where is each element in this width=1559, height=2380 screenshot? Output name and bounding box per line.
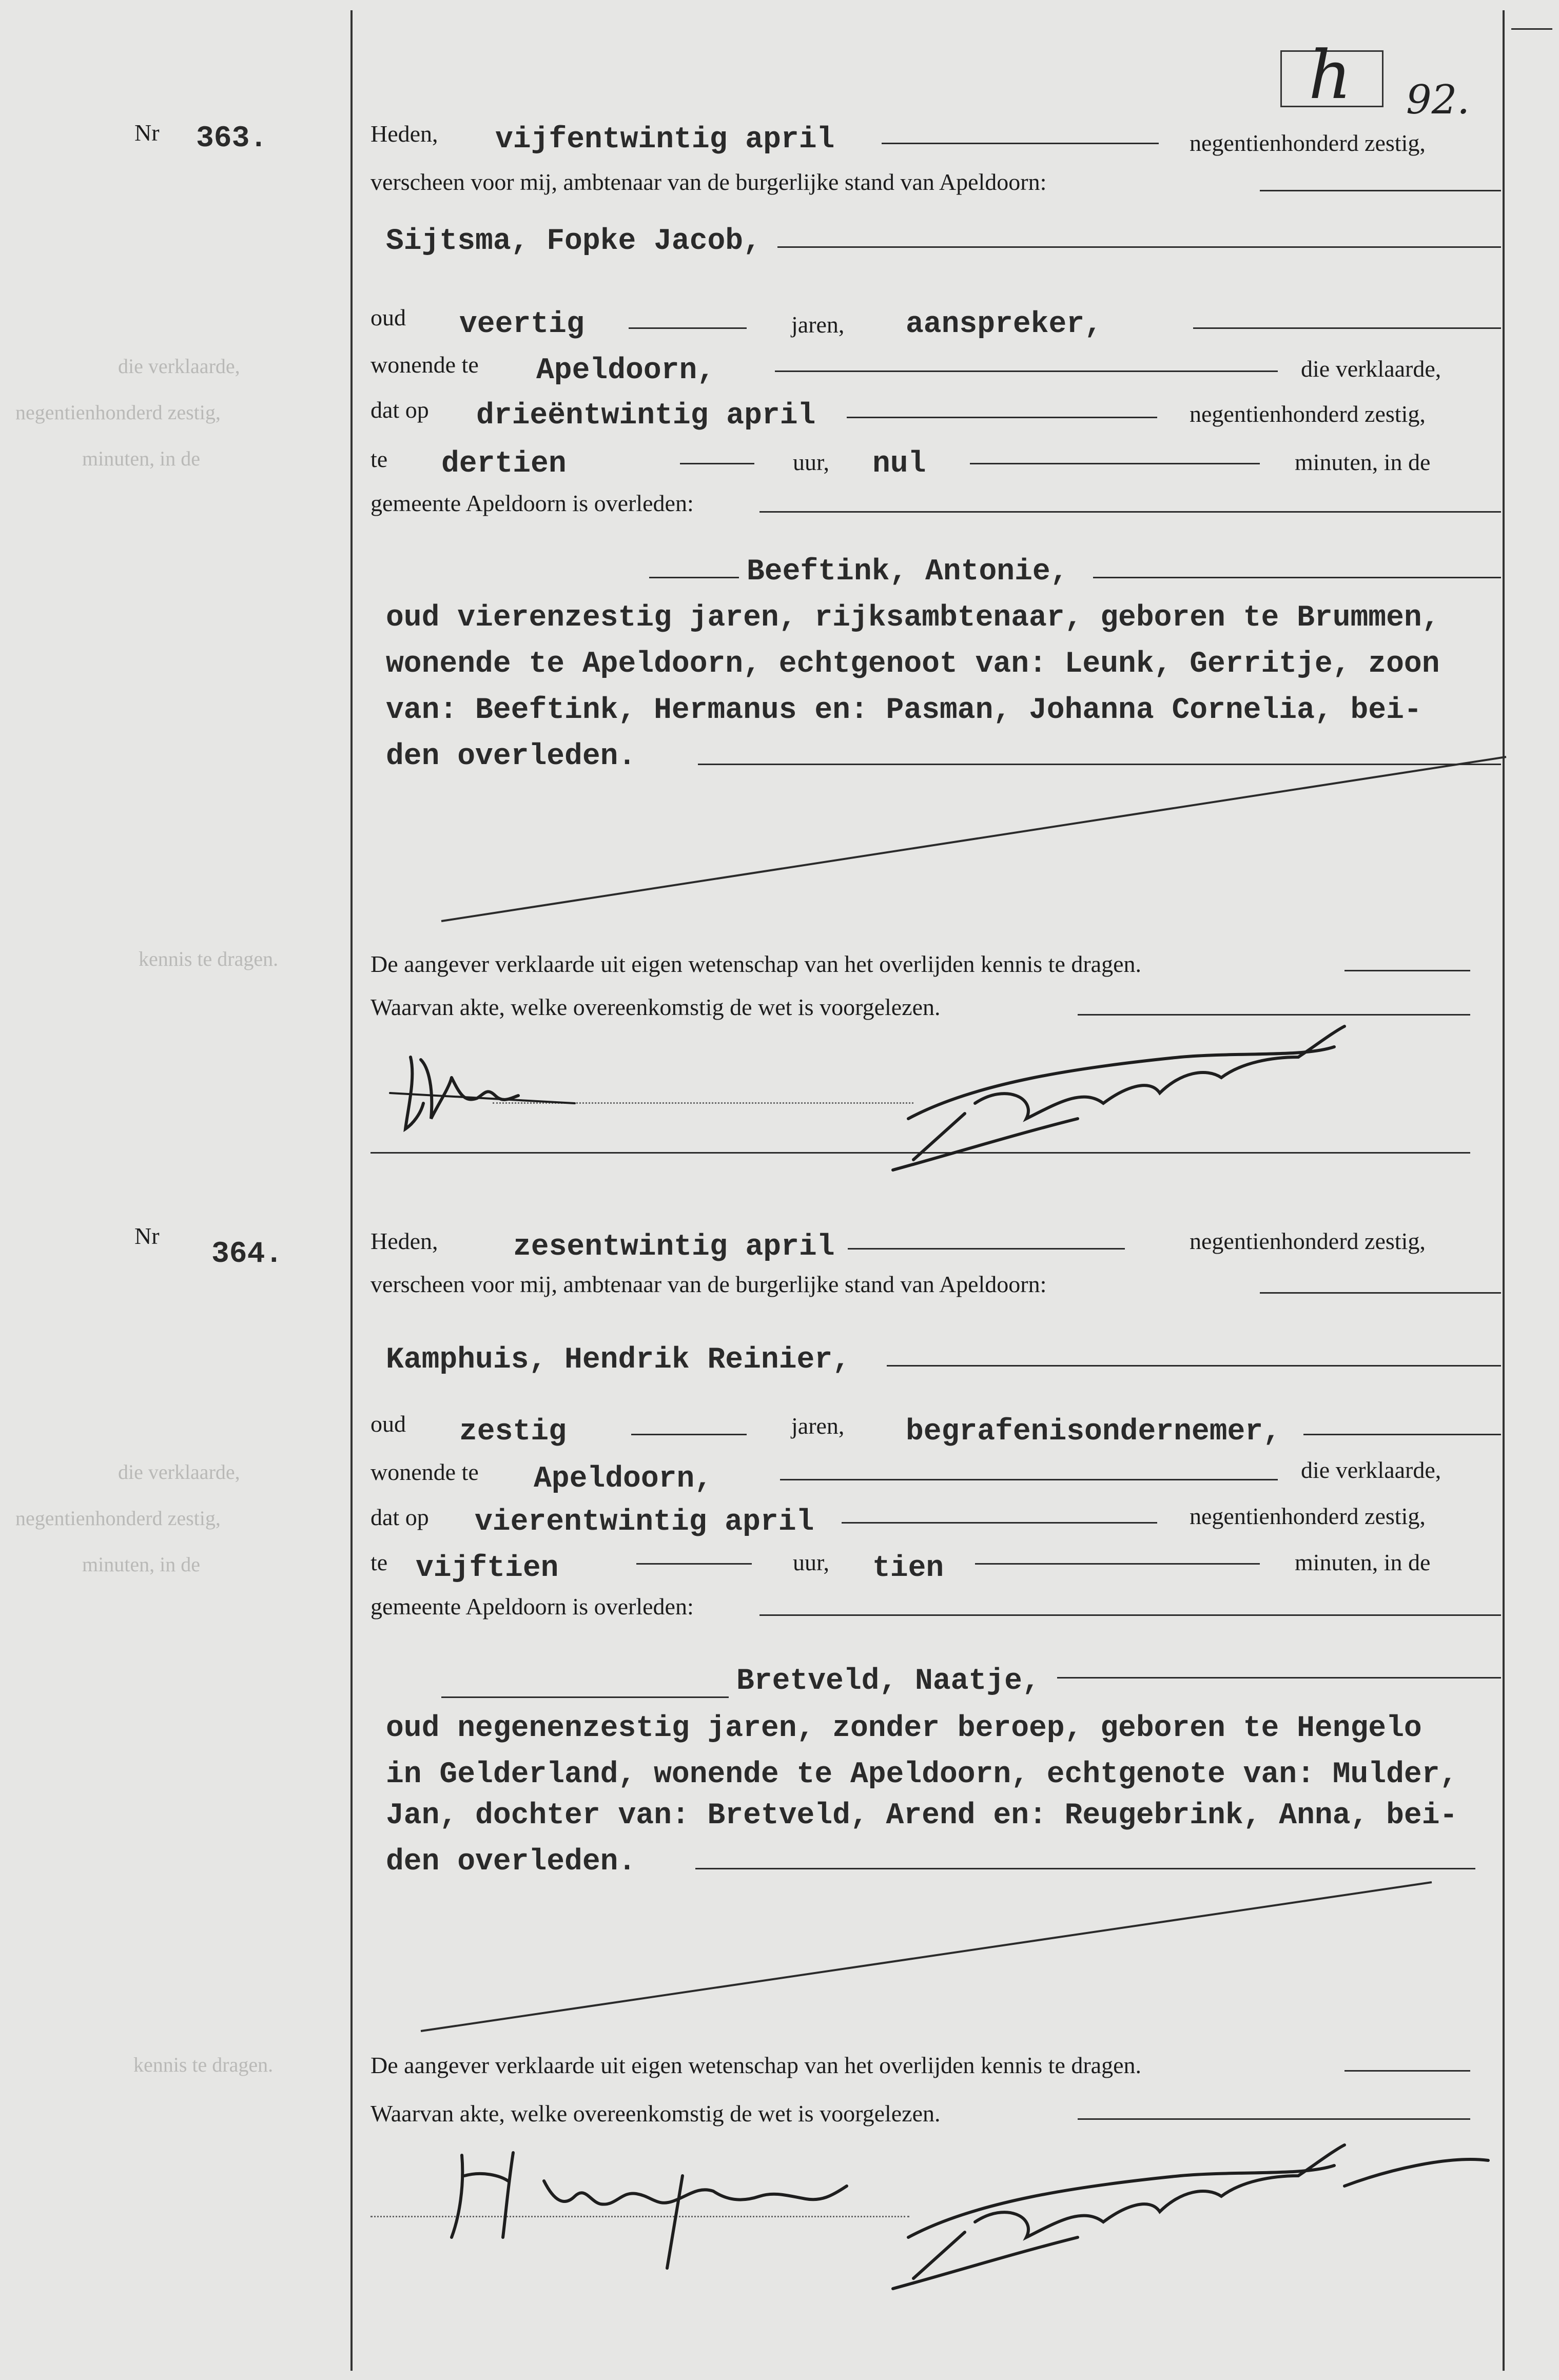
oud-label: oud [371,1411,406,1437]
strike-line [421,1882,1432,2031]
verklaarde-text: die verklaarde, [1301,1457,1441,1483]
te-label: te [371,1549,388,1575]
declarant-name: Kamphuis, Hendrik Reinier, [386,1343,850,1377]
death-hour: dertien [441,447,567,481]
wonende-label: wonende te [371,1459,479,1485]
deceased-details-line: wonende te Apeldoorn, echtgenoot van: Leunk, Gerritje, zoon [386,648,1440,681]
strike-line [441,757,1506,921]
nr-label: Nr [134,120,160,146]
gemeente-text: gemeente Apeldoorn is overleden: [371,1593,694,1620]
declarant-residence: Apeldoorn, [536,354,715,387]
ghost-label: kennis te dragen. [133,2053,274,2076]
deceased-details-line: den overleden. [386,1845,636,1879]
death-minute: tien [872,1552,944,1585]
oud-label: oud [371,304,406,330]
declarant-name: Sijtsma, Fopke Jacob, [386,225,761,258]
verscheen-text: verscheen voor mij, ambtenaar van de burgerlijke stand van Apeldoorn: [371,169,1047,195]
deceased-details-line: oud vierenzestig jaren, rijksambtenaar, geboren te Brummen, [386,601,1440,635]
declarant-signature-1 [390,1057,575,1129]
aangever-text: De aangever verklaarde uit eigen wetenschap van het overlijden kennis te dragen. [371,951,1142,977]
death-year-text: negentienhonderd zestig, [1190,401,1426,427]
folio-stamp-mark: h [1309,36,1352,114]
deceased-details-line: oud negenenzestig jaren, zonder beroep, geboren te Hengelo [386,1712,1422,1745]
record-number: 364. [211,1238,283,1271]
deceased-name: Bretveld, Naatje, [736,1665,1040,1698]
uur-label: uur, [793,449,829,475]
deceased-details-line: Jan, dochter van: Bretveld, Arend en: Reugebrink, Anna, bei- [386,1799,1458,1832]
registration-date: zesentwintig april [513,1231,835,1264]
ghost-label: kennis te dragen. [139,947,279,970]
verklaarde-text: die verklaarde, [1301,356,1441,382]
deceased-details-line: van: Beeftink, Hermanus en: Pasman, Johanna Cornelia, bei- [386,694,1422,727]
datop-label: dat op [371,397,429,423]
declarant-signature-2 [452,2153,847,2268]
gemeente-text: gemeente Apeldoorn is overleden: [371,490,694,516]
ghost-label: minuten, in de [82,1553,200,1576]
uur-label: uur, [793,1549,829,1575]
minuten-text: minuten, in de [1295,449,1431,475]
death-date: vierentwintig april [475,1506,814,1539]
declarant-occupation: begrafenisondernemer, [906,1415,1281,1449]
verscheen-text: verscheen voor mij, ambtenaar van de burgerlijke stand van Apeldoorn: [371,1271,1047,1297]
deceased-details-line: den overleden. [386,740,636,773]
datop-label: dat op [371,1504,429,1530]
death-minute: nul [872,447,926,481]
ghost-label: die verklaarde, [118,355,240,378]
deceased-name: Beeftink, Antonie, [747,555,1068,589]
ghost-label: die verklaarde, [118,1460,240,1484]
year-text: negentienhonderd zestig, [1190,130,1426,156]
waarvan-text: Waarvan akte, welke overeenkomstig de wet is voorgelezen. [371,2100,941,2127]
declarant-age: veertig [459,308,584,341]
jaren-label: jaren, [791,311,845,338]
declarant-age: zestig [459,1415,567,1449]
declarant-residence: Apeldoorn, [534,1462,713,1496]
te-label: te [371,446,388,472]
registration-date: vijfentwintig april [495,123,835,157]
waarvan-text: Waarvan akte, welke overeenkomstig de wet is voorgelezen. [371,994,941,1020]
registrar-signature-1 [893,1026,1344,1170]
death-year-text: negentienhonderd zestig, [1190,1503,1426,1529]
declarant-occupation: aanspreker, [906,308,1102,341]
page-number: 92. [1406,77,1470,123]
heden-label: Heden, [371,1228,438,1254]
death-hour: vijftien [416,1552,559,1585]
registrar-signature-2 [893,2145,1488,2289]
ghost-label: minuten, in de [82,447,200,470]
record-number: 363. [196,122,268,155]
wonende-label: wonende te [371,352,479,378]
deceased-details-line: in Gelderland, wonende te Apeldoorn, echtgenote van: Mulder, [386,1758,1458,1791]
aangever-text: De aangever verklaarde uit eigen wetenschap van het overlijden kennis te dragen. [371,2052,1142,2078]
nr-label: Nr [134,1223,160,1249]
ghost-label: negentienhonderd zestig, [15,401,221,424]
year-text: negentienhonderd zestig, [1190,1228,1426,1254]
death-date: drieëntwintig april [476,399,816,433]
heden-label: Heden, [371,121,438,147]
jaren-label: jaren, [791,1413,845,1439]
ghost-label: negentienhonderd zestig, [15,1507,221,1530]
minuten-text: minuten, in de [1295,1549,1431,1575]
